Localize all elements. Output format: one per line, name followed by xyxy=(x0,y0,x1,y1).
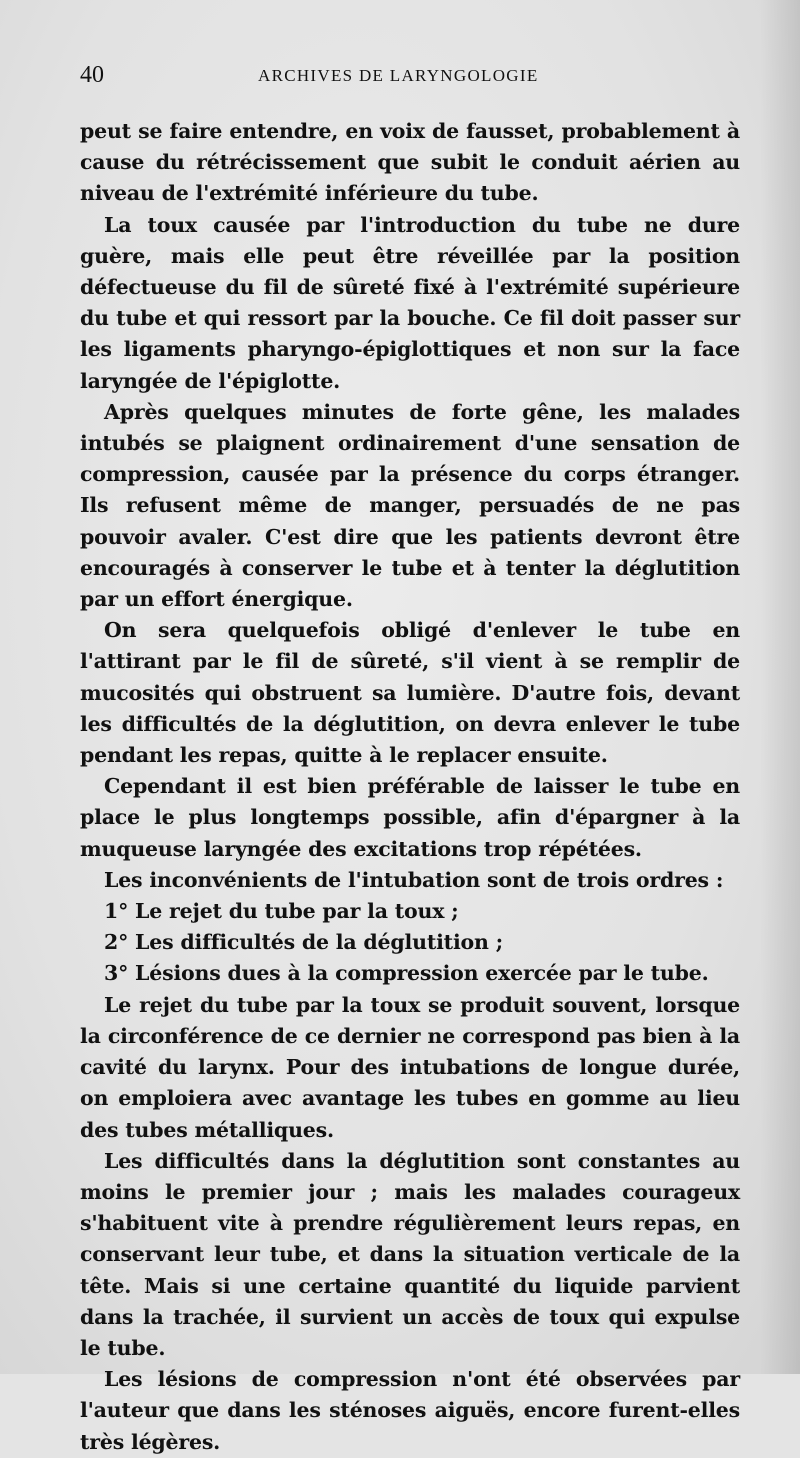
body-text xyxy=(80,116,740,1458)
list-item: 1° Le rejet du tube par la toux ; xyxy=(104,899,459,924)
running-head xyxy=(80,62,730,102)
paragraph: La toux causée par l'introduction du tube ne dure guère, mais elle peut être réveillée par la position défectueuse du fil de sûreté fixé à l'extrémité supérieure du tube et qui ressort par la bouche. Ce fil doit passer sur les ligaments pharyngo-épiglottiques et non sur la face laryngée de l'épiglotte. xyxy=(80,212,740,393)
paragraph: Les difficultés dans la déglutition sont constantes au moins le premier jour ; mais les malades courageux s'habituent vite à prendre régulièrement leurs repas, en conservant leur tube, et dans la situation verticale de la tête. Mais si une certaine quantité du liquide parvient dans la trachée, il survient un accès de toux qui expulse le tube. xyxy=(80,1148,740,1360)
paragraph: Cependant il est bien préférable de laisser le tube en place le plus longtemps possible, afin d'épargner à la muqueuse laryngée des excitations trop répétées. xyxy=(80,774,740,861)
paragraph-continuation: peut se faire entendre, en voix de fausset, probablement à cause du rétrécissement que subit le conduit aérien au niveau de l'extrémité inférieure du tube. xyxy=(80,119,740,206)
list-item: 2° Les difficultés de la déglutition ; xyxy=(104,930,504,955)
paragraph: Le rejet du tube par la toux se produit souvent, lorsque la circonférence de ce dernier ne correspond pas bien à la cavité du larynx. Pour des intubations de longue durée, on emploiera avec avantage les tubes en gomme au lieu des tubes métalliques. xyxy=(80,992,740,1142)
running-title: ARCHIVES DE LARYNGOLOGIE xyxy=(258,66,539,85)
paragraph: Après quelques minutes de forte gêne, les malades intubés se plaignent ordinairement d'une sensation de compression, causée par la présence du corps étranger. Ils refusent même de manger, persuadés de ne pas pouvoir avaler. C'est dire que les patients devront être encouragés à conserver le tube et à tenter la déglutition par un effort énergique. xyxy=(80,399,740,612)
paragraph: Les inconvénients de l'intubation sont de trois ordres : xyxy=(104,867,724,892)
list-item: 3° Lésions dues à la compression exercée par le tube. xyxy=(104,961,709,986)
paragraph: On sera quelquefois obligé d'enlever le tube en l'attirant par le fil de sûreté, s'il vient à se remplir de mucosités qui obstruent sa lumière. D'autre fois, devant les difficultés de la déglutition, on devra enlever le tube pendant les repas, quitte à le replacer ensuite. xyxy=(80,618,740,768)
page-number: 40 xyxy=(80,62,104,88)
paragraph: Les lésions de compression n'ont été observées par l'auteur que dans les sténoses aiguës, encore furent-elles très légères. xyxy=(80,1367,740,1454)
